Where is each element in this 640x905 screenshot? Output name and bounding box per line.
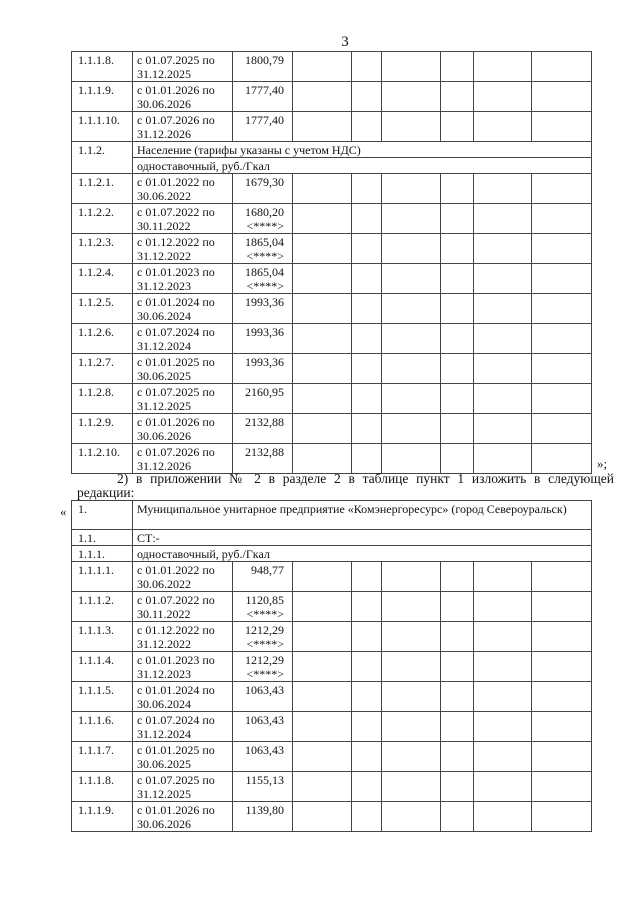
price-value: 1212,29	[245, 623, 284, 637]
table-row	[72, 414, 592, 444]
empty-cell	[382, 562, 441, 592]
table-row	[72, 112, 592, 142]
price-value: 1993,36	[245, 295, 284, 309]
row-price	[233, 622, 293, 652]
row-price	[233, 324, 293, 354]
unit-label: одноставочный, руб./Гкал	[133, 546, 592, 562]
empty-cell	[441, 682, 474, 712]
row-period: с 01.07.2024 по 31.12.2024	[133, 712, 233, 742]
row-period: с 01.07.2026 по 31.12.2026	[133, 444, 233, 474]
price-value: 1865,04	[245, 265, 284, 279]
empty-cell	[441, 264, 474, 294]
empty-cell	[293, 324, 352, 354]
empty-cell	[293, 652, 352, 682]
group-title: Население (тарифы указаны с учетом НДС)	[133, 142, 592, 158]
empty-cell	[441, 354, 474, 384]
empty-cell	[293, 622, 352, 652]
empty-cell	[474, 682, 532, 712]
row-price	[233, 712, 293, 742]
empty-cell	[441, 112, 474, 142]
empty-cell	[293, 354, 352, 384]
empty-cell	[382, 742, 441, 772]
table-row	[72, 324, 592, 354]
unit-label: одноставочный, руб./Гкал	[133, 158, 592, 174]
empty-cell	[532, 354, 592, 384]
row-price	[233, 802, 293, 832]
price-value: 1063,43	[245, 683, 284, 697]
empty-cell	[474, 264, 532, 294]
price-value: 1679,30	[245, 175, 284, 189]
row-price	[233, 264, 293, 294]
row-period: с 01.07.2022 по 30.11.2022	[133, 592, 233, 622]
row-period: с 01.01.2022 по 30.06.2022	[133, 174, 233, 204]
empty-cell	[352, 592, 382, 622]
empty-cell	[352, 324, 382, 354]
row-price	[233, 384, 293, 414]
empty-cell	[532, 234, 592, 264]
empty-cell	[532, 712, 592, 742]
price-value: 1120,85	[245, 593, 284, 607]
row-period: с 01.07.2025 по 31.12.2025	[133, 384, 233, 414]
table-row	[72, 234, 592, 264]
row-period: с 01.01.2024 по 30.06.2024	[133, 682, 233, 712]
row-price	[233, 652, 293, 682]
empty-cell	[474, 204, 532, 234]
row-number: 1.1.2.6.	[72, 324, 133, 354]
row-price	[233, 174, 293, 204]
empty-cell	[474, 742, 532, 772]
empty-cell	[532, 772, 592, 802]
empty-cell	[441, 622, 474, 652]
row-number: 1.1.1.9.	[72, 82, 133, 112]
empty-cell	[441, 234, 474, 264]
empty-cell	[293, 562, 352, 592]
row-number: 1.1.1.8.	[72, 772, 133, 802]
empty-cell	[532, 414, 592, 444]
price-note: <****>	[246, 279, 284, 293]
empty-cell	[352, 52, 382, 82]
row-number: 1.1.1.8.	[72, 52, 133, 82]
empty-cell	[382, 622, 441, 652]
row-price	[233, 204, 293, 234]
empty-cell	[532, 444, 592, 474]
empty-cell	[532, 592, 592, 622]
row-period: с 01.07.2025 по 31.12.2025	[133, 772, 233, 802]
row-number: 1.1.1.3.	[72, 622, 133, 652]
empty-cell	[474, 234, 532, 264]
row-price	[233, 52, 293, 82]
empty-cell	[474, 82, 532, 112]
row-number: 1.1.1.10.	[72, 112, 133, 142]
table-row	[72, 204, 592, 234]
row-period: с 01.01.2025 по 30.06.2025	[133, 354, 233, 384]
price-value: 2160,95	[245, 385, 284, 399]
empty-cell	[382, 234, 441, 264]
price-value: 2132,88	[245, 445, 284, 459]
tariff-table-1	[71, 51, 592, 474]
empty-cell	[441, 384, 474, 414]
empty-cell	[382, 444, 441, 474]
row-number: 1.1.1.2.	[72, 592, 133, 622]
empty-cell	[474, 592, 532, 622]
empty-cell	[441, 82, 474, 112]
paragraph-line-2: редакции:	[77, 485, 135, 500]
table-row	[72, 174, 592, 204]
row-price	[233, 294, 293, 324]
price-value: 1777,40	[245, 113, 284, 127]
empty-cell	[441, 414, 474, 444]
empty-cell	[352, 712, 382, 742]
empty-cell	[293, 112, 352, 142]
empty-cell	[352, 82, 382, 112]
empty-cell	[293, 294, 352, 324]
empty-cell	[382, 802, 441, 832]
empty-cell	[293, 772, 352, 802]
row-period: с 01.12.2022 по 31.12.2022	[133, 622, 233, 652]
org-name: Муниципальное унитарное предприятие «Комэнергоресурс» (город Североуральск)	[133, 501, 592, 530]
empty-cell	[474, 712, 532, 742]
empty-cell	[382, 112, 441, 142]
row-number: 1.1.2.5.	[72, 294, 133, 324]
empty-cell	[532, 562, 592, 592]
empty-cell	[293, 204, 352, 234]
row-price	[233, 682, 293, 712]
table-row	[72, 444, 592, 474]
empty-cell	[474, 324, 532, 354]
empty-cell	[382, 384, 441, 414]
empty-cell	[352, 772, 382, 802]
empty-cell	[352, 802, 382, 832]
row-period: с 01.01.2026 по 30.06.2026	[133, 802, 233, 832]
row-period: с 01.12.2022 по 31.12.2022	[133, 234, 233, 264]
empty-cell	[441, 802, 474, 832]
price-value: 2132,88	[245, 415, 284, 429]
table-row	[72, 562, 592, 592]
empty-cell	[352, 264, 382, 294]
row-price	[233, 234, 293, 264]
empty-cell	[293, 174, 352, 204]
empty-cell	[382, 414, 441, 444]
unit-row	[72, 546, 592, 562]
st-label: СТ:-	[133, 530, 592, 546]
empty-cell	[293, 264, 352, 294]
row-period: с 01.01.2024 по 30.06.2024	[133, 294, 233, 324]
row-number: 1.1.2.7.	[72, 354, 133, 384]
row-period: с 01.07.2022 по 30.11.2022	[133, 204, 233, 234]
empty-cell	[532, 112, 592, 142]
table-row	[72, 682, 592, 712]
empty-cell	[441, 52, 474, 82]
table-row	[72, 592, 592, 622]
empty-cell	[474, 444, 532, 474]
row-number: 1.1.2.3.	[72, 234, 133, 264]
row-number: 1.1.2.10.	[72, 444, 133, 474]
empty-cell	[441, 324, 474, 354]
row-period: с 01.01.2026 по 30.06.2026	[133, 414, 233, 444]
unit-row	[72, 158, 592, 174]
price-value: 1800,79	[245, 53, 284, 67]
row-number: 1.1.2.4.	[72, 264, 133, 294]
empty-cell	[441, 294, 474, 324]
price-note: <****>	[246, 607, 284, 621]
row-period: с 01.01.2022 по 30.06.2022	[133, 562, 233, 592]
empty-cell	[352, 204, 382, 234]
empty-cell	[382, 324, 441, 354]
price-note: <****>	[246, 219, 284, 233]
unit-number: 1.1.1.	[72, 546, 133, 562]
closing-quote: »;	[597, 456, 608, 471]
empty-cell	[352, 414, 382, 444]
empty-cell	[293, 234, 352, 264]
row-number: 1.1.1.4.	[72, 652, 133, 682]
empty-cell	[293, 682, 352, 712]
price-value: 1155,13	[245, 773, 284, 787]
price-value: 1777,40	[245, 83, 284, 97]
org-row	[72, 501, 592, 530]
empty-cell	[474, 414, 532, 444]
row-number: 1.1.2.8.	[72, 384, 133, 414]
empty-cell	[441, 772, 474, 802]
row-number: 1.1.2.2.	[72, 204, 133, 234]
empty-cell	[293, 712, 352, 742]
row-number: 1.1.2.9.	[72, 414, 133, 444]
price-value: 1063,43	[245, 743, 284, 757]
row-period: с 01.07.2026 по 31.12.2026	[133, 112, 233, 142]
paragraph-line-1: 2) в приложении № 2 в разделе 2 в таблице пункт 1 изложить в следующей	[117, 471, 614, 486]
table-row	[72, 802, 592, 832]
row-price	[233, 592, 293, 622]
empty-cell	[352, 652, 382, 682]
tariff-table-2	[71, 500, 592, 832]
amendment-paragraph	[57, 472, 614, 500]
empty-cell	[474, 772, 532, 802]
table-row	[72, 384, 592, 414]
empty-cell	[382, 772, 441, 802]
price-note: <****>	[246, 637, 284, 651]
price-value: 948,77	[251, 563, 284, 577]
table-row	[72, 652, 592, 682]
price-value: 1865,04	[245, 235, 284, 249]
empty-cell	[293, 52, 352, 82]
empty-cell	[441, 444, 474, 474]
table-row	[72, 712, 592, 742]
price-value: 1680,20	[245, 205, 284, 219]
empty-cell	[293, 384, 352, 414]
row-price	[233, 772, 293, 802]
empty-cell	[293, 414, 352, 444]
row-period: с 01.01.2023 по 31.12.2023	[133, 264, 233, 294]
empty-cell	[474, 802, 532, 832]
empty-cell	[382, 264, 441, 294]
empty-cell	[441, 652, 474, 682]
empty-cell	[532, 52, 592, 82]
empty-cell	[352, 622, 382, 652]
empty-cell	[441, 742, 474, 772]
empty-cell	[382, 682, 441, 712]
empty-cell	[532, 174, 592, 204]
st-row	[72, 530, 592, 546]
empty-cell	[532, 82, 592, 112]
empty-cell	[474, 622, 532, 652]
st-number: 1.1.	[72, 530, 133, 546]
row-period: с 01.01.2025 по 30.06.2025	[133, 742, 233, 772]
empty-cell	[532, 324, 592, 354]
empty-cell	[352, 444, 382, 474]
empty-cell	[474, 562, 532, 592]
org-number: 1.	[72, 501, 133, 530]
row-number: 1.1.1.6.	[72, 712, 133, 742]
empty-cell	[352, 112, 382, 142]
row-number: 1.1.2.1.	[72, 174, 133, 204]
row-number: 1.1.1.1.	[72, 562, 133, 592]
empty-cell	[532, 802, 592, 832]
opening-quote: «	[60, 504, 67, 519]
empty-cell	[382, 204, 441, 234]
empty-cell	[532, 742, 592, 772]
empty-cell	[532, 682, 592, 712]
empty-cell	[352, 742, 382, 772]
empty-cell	[382, 712, 441, 742]
group-number: 1.1.2.	[72, 142, 133, 174]
row-price	[233, 444, 293, 474]
row-number: 1.1.1.5.	[72, 682, 133, 712]
empty-cell	[382, 354, 441, 384]
empty-cell	[352, 234, 382, 264]
row-number: 1.1.1.7.	[72, 742, 133, 772]
price-note: <****>	[246, 667, 284, 681]
empty-cell	[352, 354, 382, 384]
empty-cell	[441, 174, 474, 204]
price-value: 1139,80	[245, 803, 284, 817]
row-price	[233, 112, 293, 142]
empty-cell	[474, 174, 532, 204]
empty-cell	[293, 802, 352, 832]
empty-cell	[441, 204, 474, 234]
row-number: 1.1.1.9.	[72, 802, 133, 832]
row-period: с 01.01.2026 по 30.06.2026	[133, 82, 233, 112]
row-price	[233, 562, 293, 592]
group-row	[72, 142, 592, 158]
table-row	[72, 772, 592, 802]
empty-cell	[352, 682, 382, 712]
empty-cell	[474, 354, 532, 384]
table-row	[72, 622, 592, 652]
empty-cell	[382, 294, 441, 324]
empty-cell	[532, 384, 592, 414]
empty-cell	[441, 712, 474, 742]
empty-cell	[441, 562, 474, 592]
empty-cell	[382, 652, 441, 682]
empty-cell	[474, 112, 532, 142]
row-price	[233, 354, 293, 384]
row-period: с 01.07.2024 по 31.12.2024	[133, 324, 233, 354]
empty-cell	[382, 592, 441, 622]
price-note: <****>	[246, 249, 284, 263]
empty-cell	[293, 592, 352, 622]
empty-cell	[293, 82, 352, 112]
empty-cell	[474, 384, 532, 414]
row-price	[233, 82, 293, 112]
empty-cell	[382, 52, 441, 82]
empty-cell	[532, 652, 592, 682]
row-price	[233, 742, 293, 772]
empty-cell	[474, 52, 532, 82]
page-number: 3	[341, 34, 349, 50]
empty-cell	[352, 562, 382, 592]
empty-cell	[532, 294, 592, 324]
empty-cell	[382, 174, 441, 204]
table-row	[72, 52, 592, 82]
price-value: 1212,29	[245, 653, 284, 667]
table-row	[72, 294, 592, 324]
row-period: с 01.07.2025 по 31.12.2025	[133, 52, 233, 82]
empty-cell	[532, 622, 592, 652]
empty-cell	[352, 384, 382, 414]
price-value: 1063,43	[245, 713, 284, 727]
empty-cell	[474, 652, 532, 682]
table-row	[72, 742, 592, 772]
empty-cell	[532, 264, 592, 294]
row-price	[233, 414, 293, 444]
empty-cell	[532, 204, 592, 234]
table-row	[72, 354, 592, 384]
empty-cell	[352, 294, 382, 324]
table-row	[72, 264, 592, 294]
empty-cell	[293, 444, 352, 474]
empty-cell	[382, 82, 441, 112]
table-row	[72, 82, 592, 112]
row-period: с 01.01.2023 по 31.12.2023	[133, 652, 233, 682]
empty-cell	[441, 592, 474, 622]
empty-cell	[293, 742, 352, 772]
empty-cell	[474, 294, 532, 324]
empty-cell	[352, 174, 382, 204]
price-value: 1993,36	[245, 355, 284, 369]
price-value: 1993,36	[245, 325, 284, 339]
